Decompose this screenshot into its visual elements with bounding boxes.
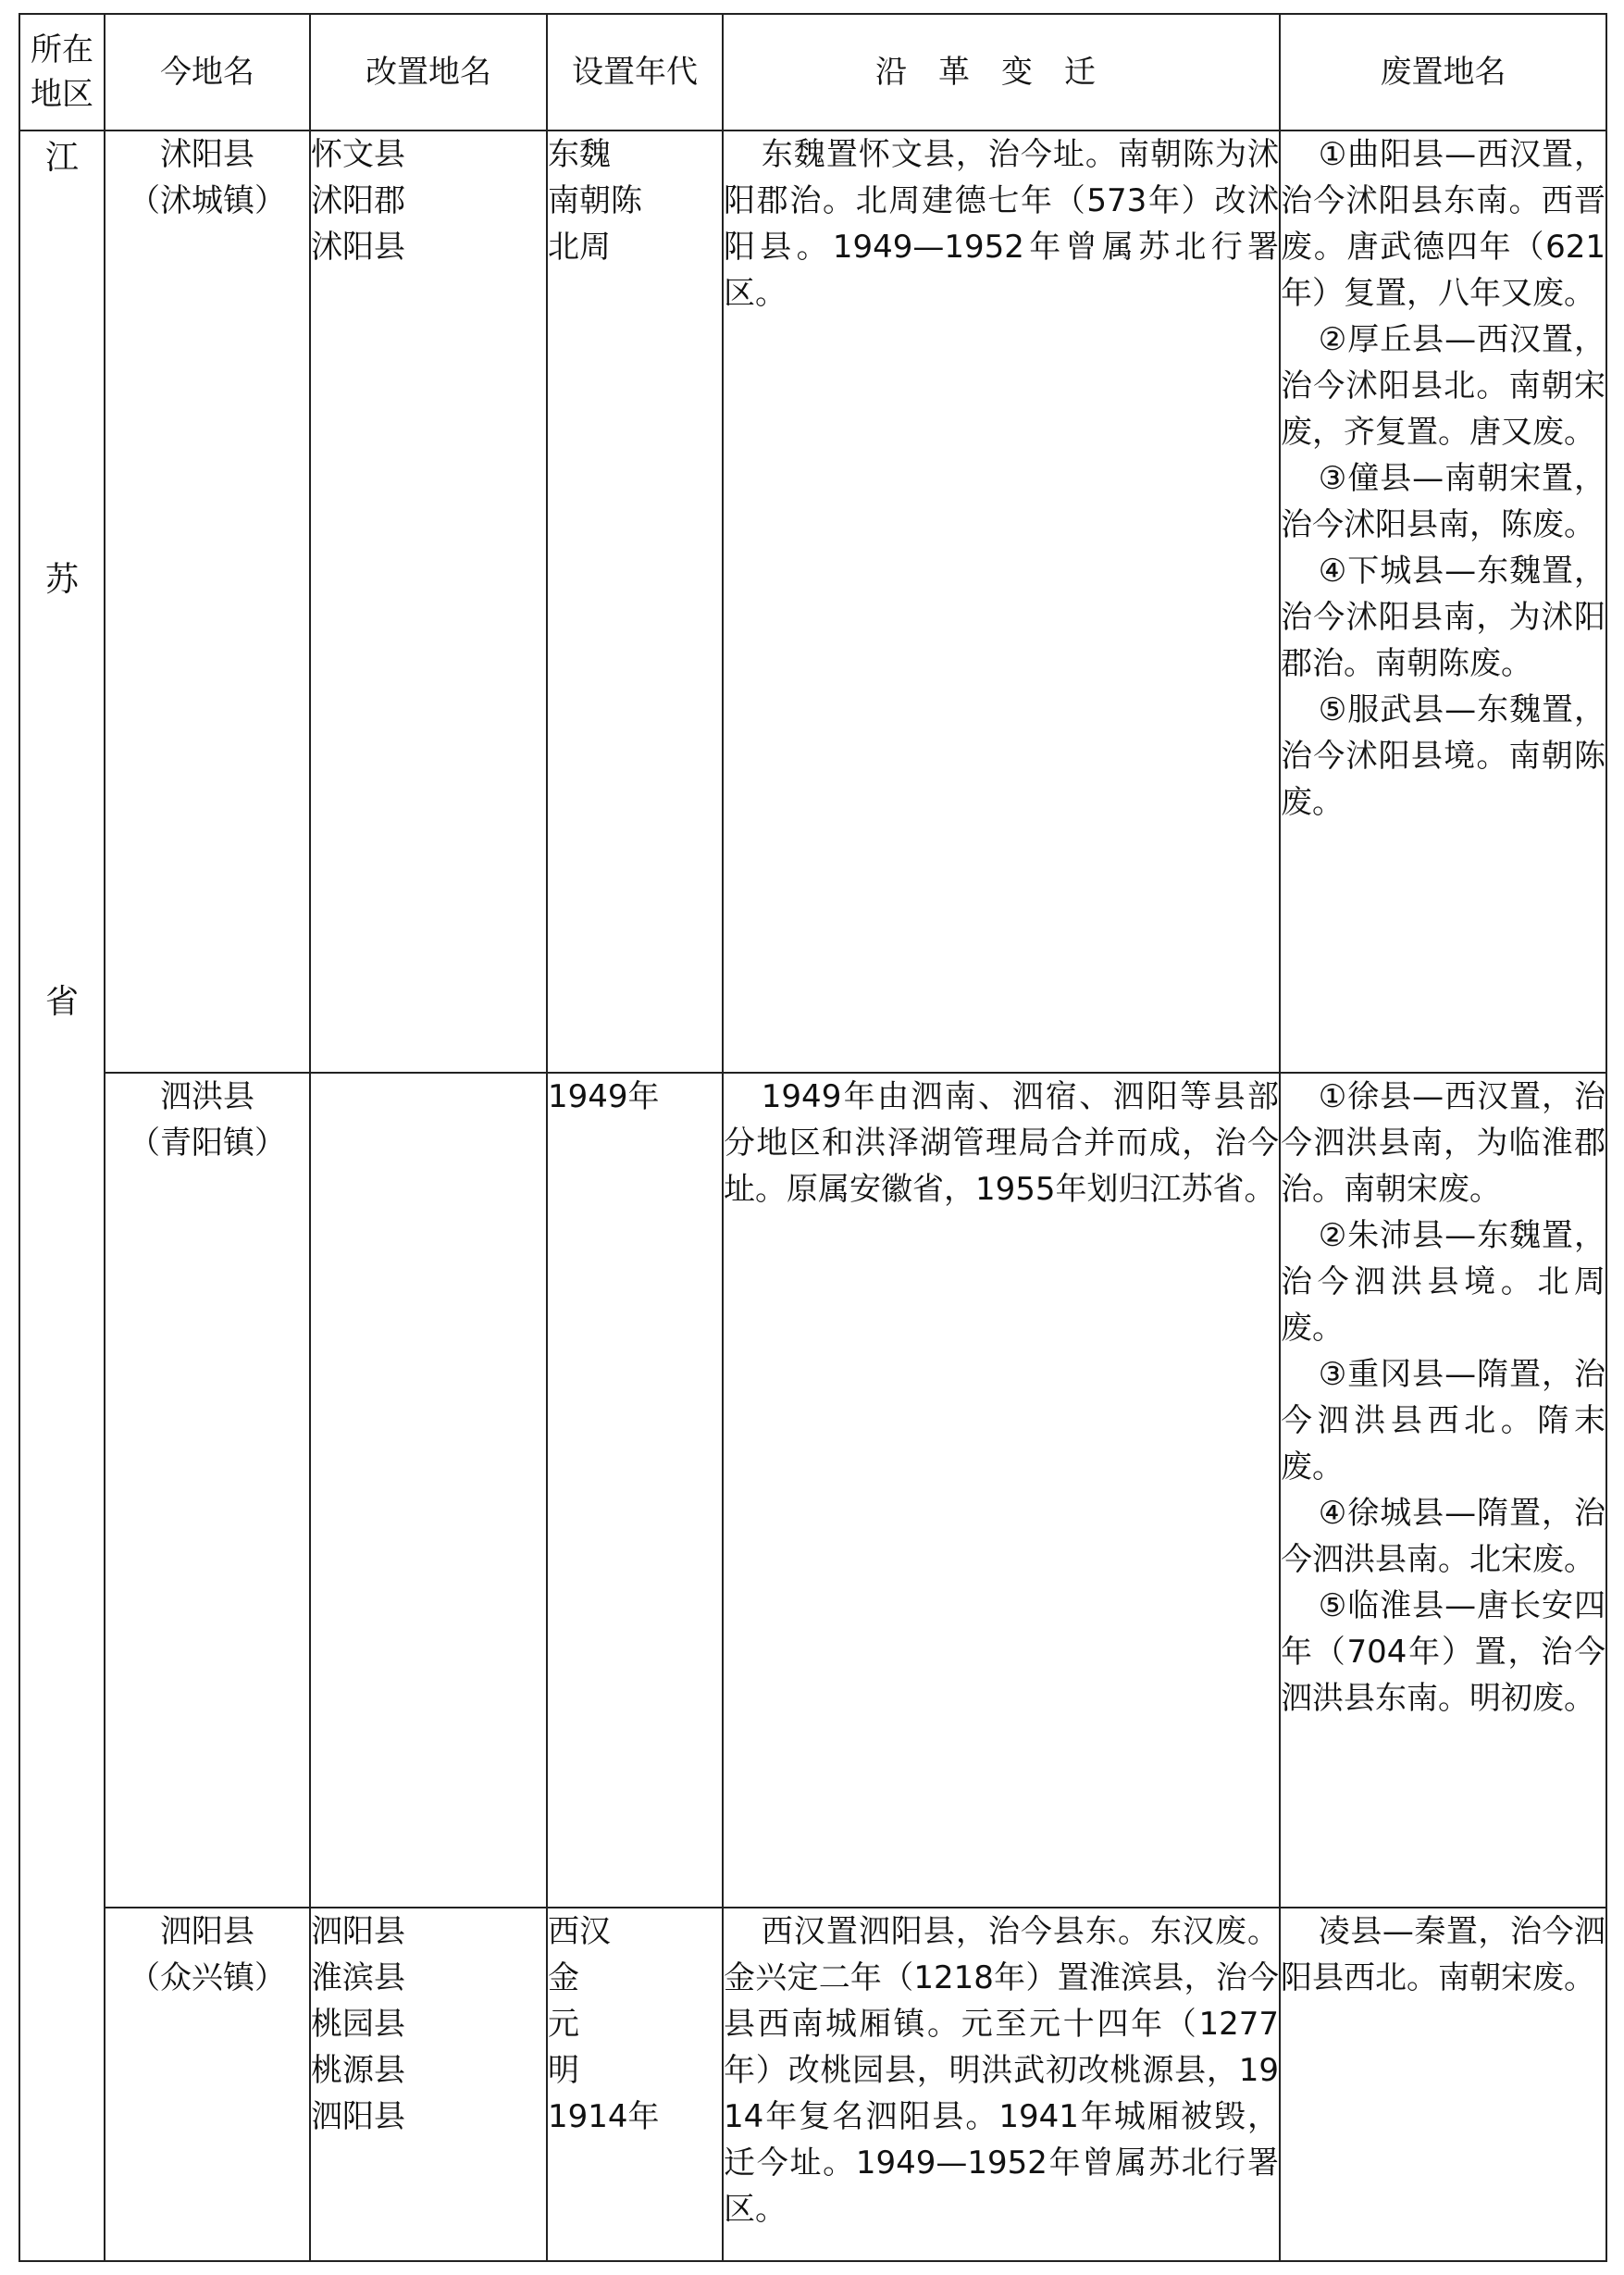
- header-history: 沿革变迁: [723, 14, 1280, 131]
- abolished-cell: [1280, 131, 1606, 1073]
- abolished-item: 凌县—秦置，治今泗阳县西北。南朝宋废。: [1281, 1913, 1605, 1996]
- region-cell: [19, 131, 105, 2261]
- renamed-names-cell: 怀文县 沭阳郡 沭阳县: [310, 131, 547, 1073]
- region-char: 苏: [44, 561, 79, 599]
- current-name-cell: 泗阳县 （众兴镇）: [105, 1908, 310, 2261]
- header-renamed-name: 改置地名: [310, 14, 547, 131]
- header-current-name: 今地名: [105, 14, 310, 131]
- region-char: 省: [44, 983, 79, 1021]
- header-established-era: 设置年代: [547, 14, 723, 131]
- abolished-cell: [1280, 1908, 1606, 2261]
- renamed-names-cell: [310, 1073, 547, 1908]
- eras-cell: 1949年: [547, 1073, 723, 1908]
- history-cell: 1949年由泗南、泗宿、泗阳等县部分地区和洪泽湖管理局合并而成，治今址。原属安徽省，1955年划归江苏省。: [723, 1073, 1280, 1908]
- abolished-item: ②朱沛县—东魏置，治今泗洪县境。北周废。: [1281, 1217, 1605, 1347]
- abolished-item: ③重冈县—隋置，治今泗洪县西北。隋末废。: [1281, 1356, 1605, 1486]
- abolished-item: ④徐城县—隋置，治今泗洪县南。北宋废。: [1281, 1495, 1605, 1578]
- header-row: [19, 14, 1606, 131]
- abolished-item: ①曲阳县—西汉置，治今沭阳县东南。西晋废。唐武德四年（621年）复置，八年又废。: [1281, 136, 1605, 312]
- table-row: [19, 1908, 1606, 2261]
- renamed-names-cell: 泗阳县 淮滨县 桃园县 桃源县 泗阳县: [310, 1908, 547, 2261]
- abolished-item: ③僮县—南朝宋置，治今沭阳县南，陈废。: [1281, 460, 1605, 543]
- abolished-item: ④下城县—东魏置，治今沭阳县南，为沭阳郡治。南朝陈废。: [1281, 553, 1605, 682]
- table-row: [19, 1073, 1606, 1908]
- abolished-item: ⑤服武县—东魏置，治今沭阳县境。南朝陈废。: [1281, 691, 1605, 821]
- abolished-item: ②厚丘县—西汉置，治今沭阳县北。南朝宋废，齐复置。唐又废。: [1281, 321, 1605, 451]
- current-name-cell: 沭阳县 （沭城镇）: [105, 131, 310, 1073]
- abolished-item: ①徐县—西汉置，治今泗洪县南，为临淮郡治。南朝宋废。: [1281, 1078, 1605, 1208]
- region-char: 江: [44, 139, 79, 177]
- table-row: [19, 131, 1606, 1073]
- abolished-item: ⑤临淮县—唐长安四年（704年）置，治今泗洪县东南。明初废。: [1281, 1587, 1605, 1717]
- header-region: 所在 地区: [19, 14, 105, 131]
- history-cell: 东魏置怀文县，治今址。南朝陈为沭阳郡治。北周建德七年（573年）改沭阳县。1949—1952年曾属苏北行署区。: [723, 131, 1280, 1073]
- eras-cell: 东魏 南朝陈 北周: [547, 131, 723, 1073]
- header-abolished-names: 废置地名: [1280, 14, 1606, 131]
- abolished-cell: [1280, 1073, 1606, 1908]
- current-name-cell: 泗洪县 （青阳镇）: [105, 1073, 310, 1908]
- gazetteer-table: [19, 13, 1607, 2262]
- history-cell: 西汉置泗阳县，治今县东。东汉废。金兴定二年（1218年）置淮滨县，治今县西南城厢镇。元至元十四年（1277年）改桃园县，明洪武初改桃源县，1914年复名泗阳县。1941年城厢被毁，迁今址。1949—1952年曾属苏北行署区。: [723, 1908, 1280, 2261]
- eras-cell: 西汉 金 元 明 1914年: [547, 1908, 723, 2261]
